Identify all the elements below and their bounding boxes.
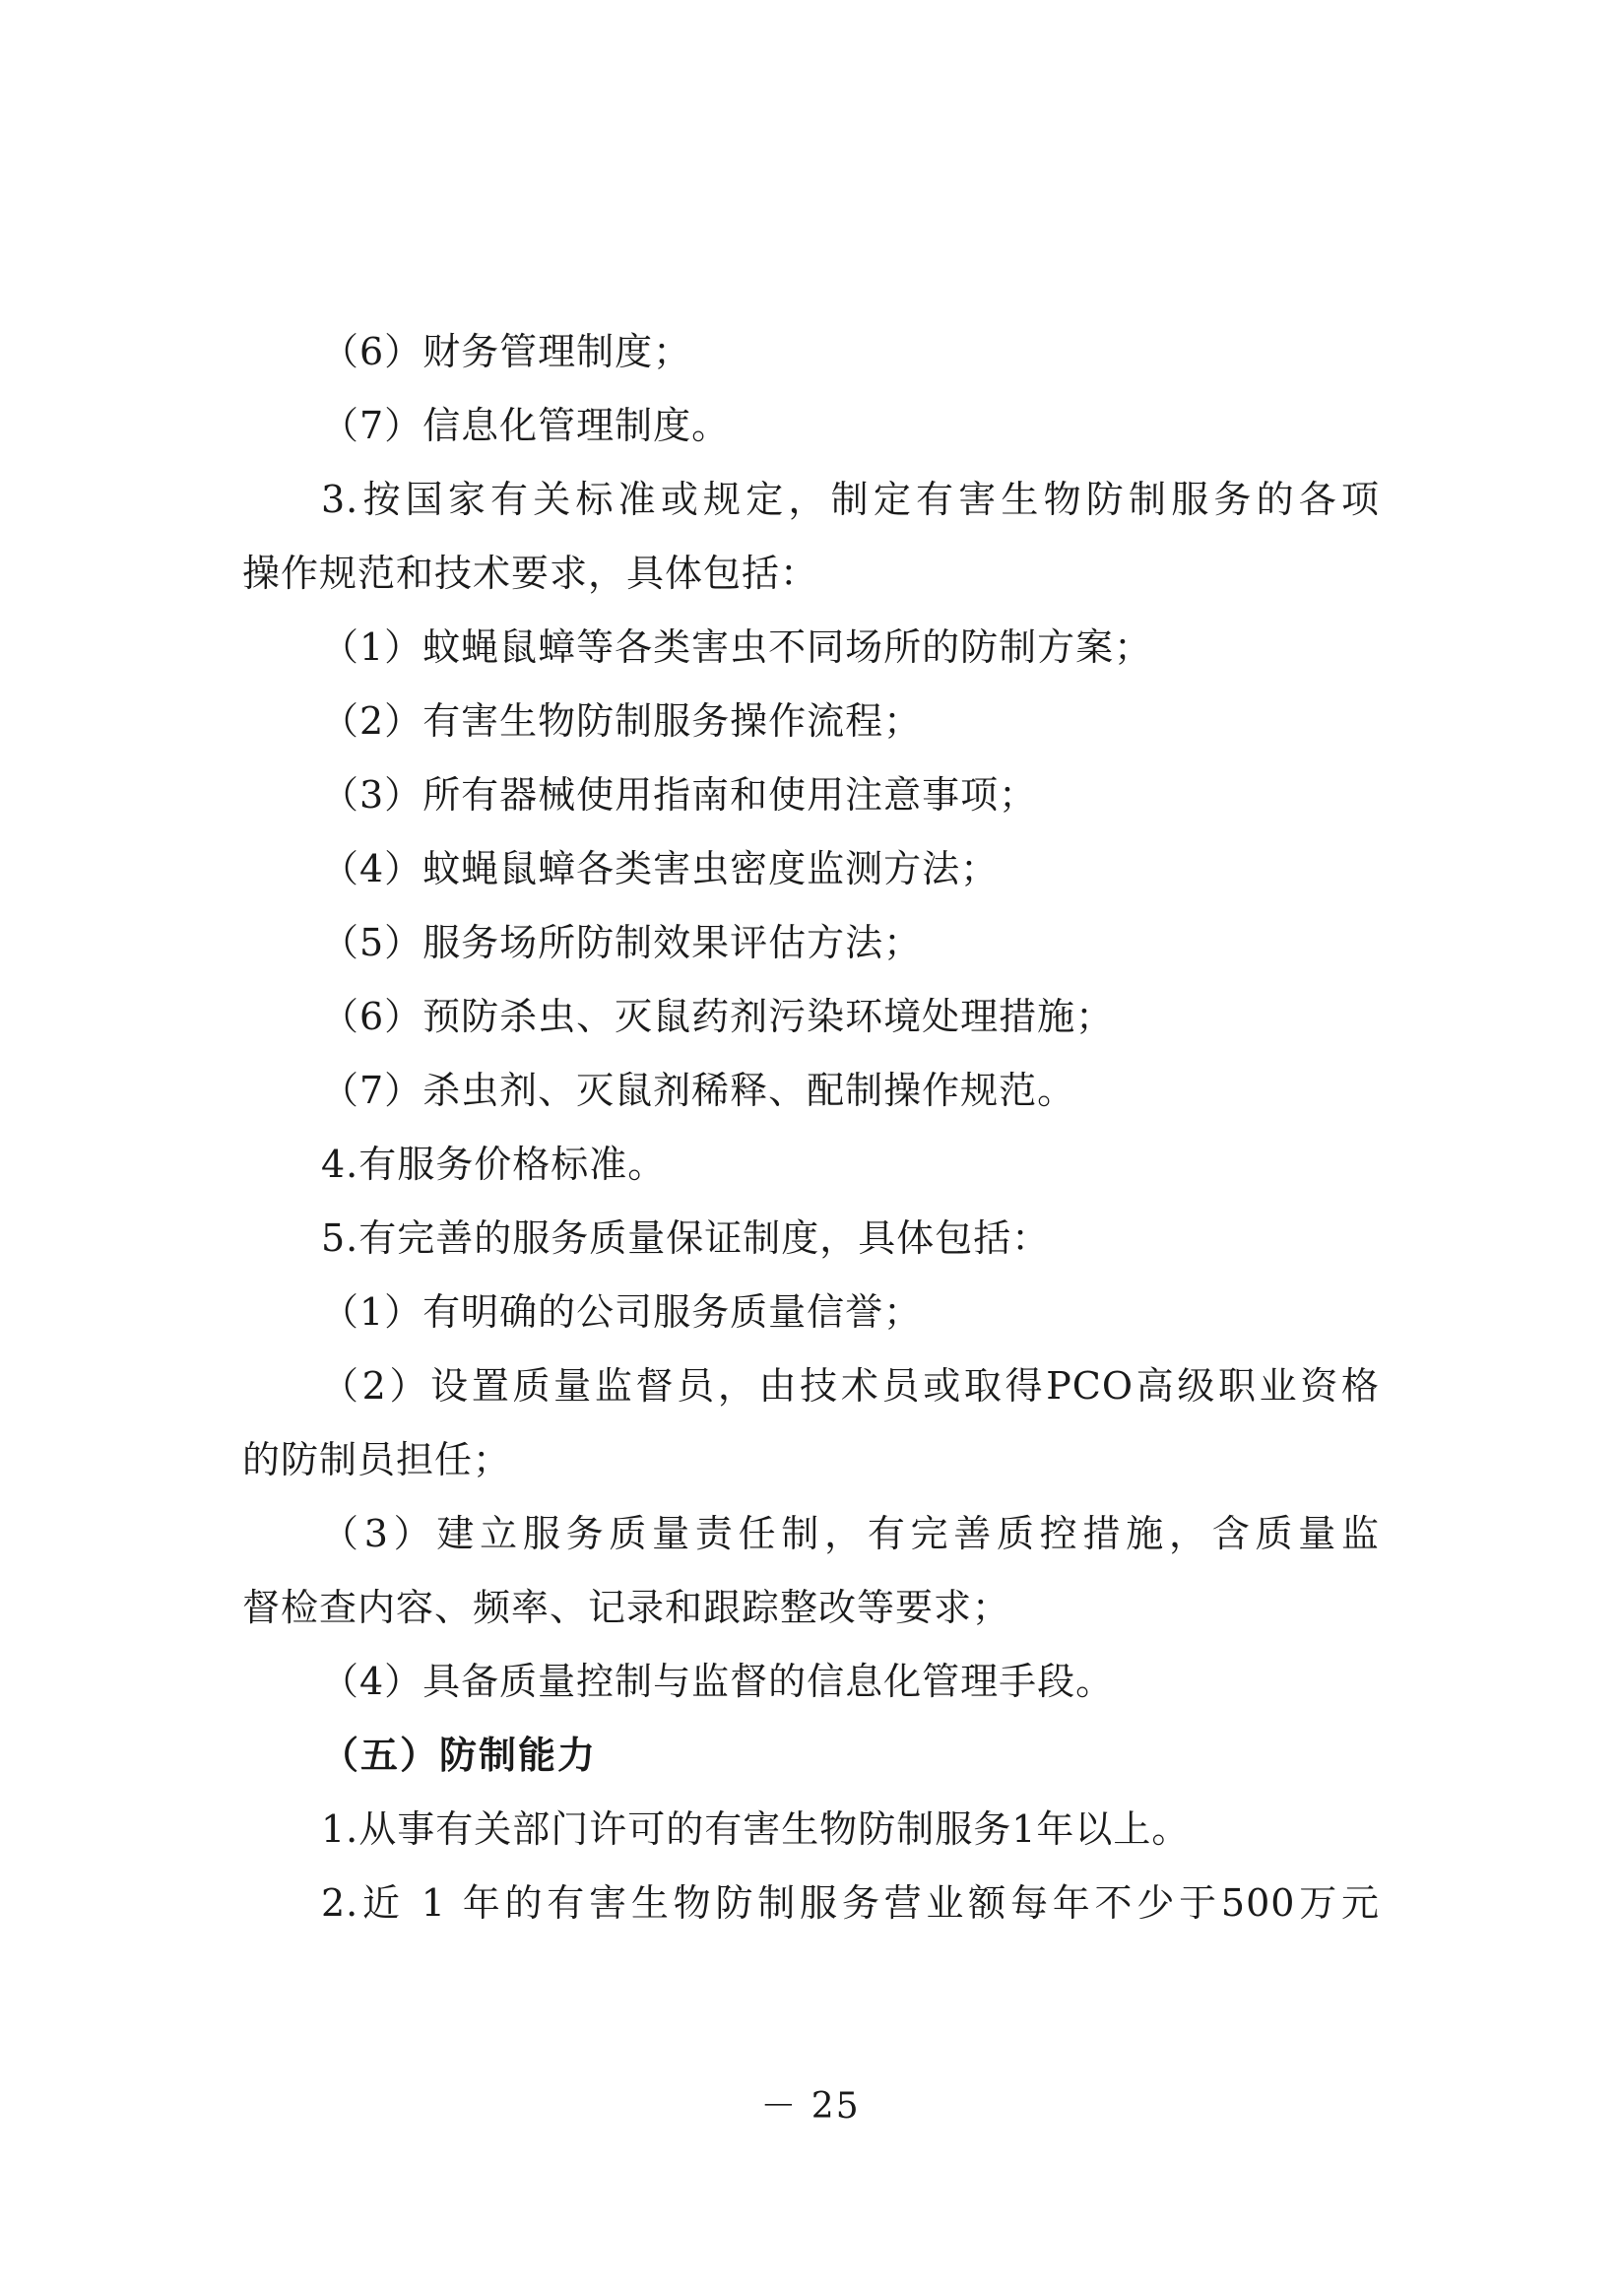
text-line: （2）设置质量监督员，由技术员或取得PCO高级职业资格 bbox=[321, 1364, 1380, 1408]
text-line: 3.按国家有关标准或规定，制定有害生物防制服务的各项 bbox=[321, 478, 1380, 521]
section-heading: （五）防制能力 bbox=[321, 1734, 598, 1777]
text-line: （6）预防杀虫、灭鼠药剂污染环境处理措施； bbox=[321, 995, 1115, 1038]
text-line: （4）具备质量控制与监督的信息化管理手段。 bbox=[321, 1660, 1115, 1703]
text-line: （2）有害生物防制服务操作流程； bbox=[321, 699, 923, 743]
text-line: 督检查内容、频率、记录和跟踪整改等要求； bbox=[242, 1586, 1011, 1629]
text-line: 1.从事有关部门许可的有害生物防制服务1年以上。 bbox=[321, 1807, 1191, 1851]
text-line: （7）信息化管理制度。 bbox=[321, 404, 731, 447]
text-line: （1）有明确的公司服务质量信誉； bbox=[321, 1290, 923, 1334]
page-number: － 25 bbox=[760, 2086, 861, 2127]
text-line: （3）所有器械使用指南和使用注意事项； bbox=[321, 773, 1038, 817]
text-line: 2.近 1 年的有害生物防制服务营业额每年不少于500万元 bbox=[321, 1881, 1380, 1925]
text-line: （4）蚊蝇鼠蟑各类害虫密度监测方法； bbox=[321, 847, 1000, 890]
text-line: （1）蚊蝇鼠蟑等各类害虫不同场所的防制方案； bbox=[321, 625, 1153, 669]
text-line: 操作规范和技术要求，具体包括： bbox=[242, 552, 819, 595]
text-line: （5）服务场所防制效果评估方法； bbox=[321, 921, 923, 964]
text-line: （6）财务管理制度； bbox=[321, 330, 692, 373]
document-body bbox=[242, 315, 1380, 1940]
text-line: 5.有完善的服务质量保证制度，具体包括： bbox=[321, 1216, 1051, 1260]
text-line: （7）杀虫剂、灭鼠剂稀释、配制操作规范。 bbox=[321, 1069, 1076, 1112]
text-line: 的防制员担任； bbox=[242, 1438, 512, 1481]
text-line: 4.有服务价格标准。 bbox=[321, 1143, 667, 1186]
text-line: （3）建立服务质量责任制，有完善质控措施，含质量监 bbox=[321, 1512, 1380, 1555]
